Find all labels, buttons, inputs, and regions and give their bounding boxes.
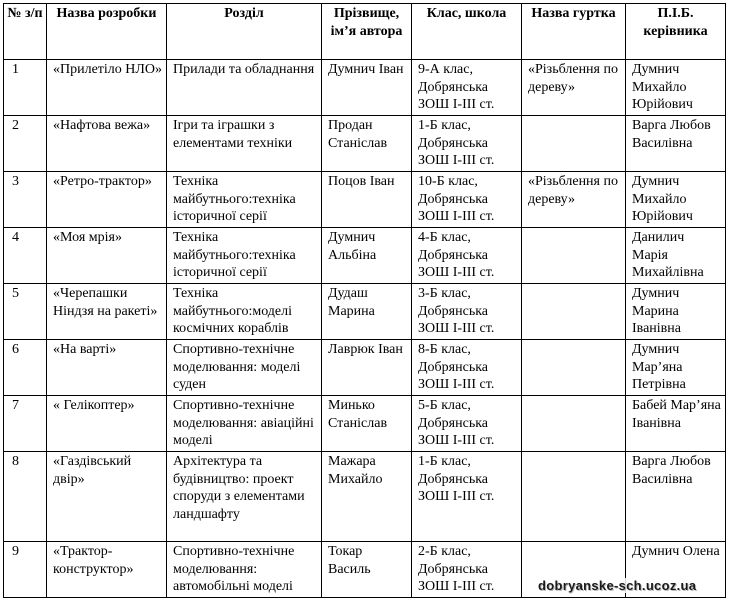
cell-class: 1-Б клас, Добрянська ЗОШ І-ІІІ ст.	[412, 452, 522, 542]
table-row	[4, 452, 726, 542]
cell-leader: Думнич Олена	[626, 542, 726, 598]
cell-class: 5-Б клас, Добрянська ЗОШ І-ІІІ ст.	[412, 396, 522, 452]
cell-leader: Думнич Михайло Юрійович	[626, 60, 726, 116]
cell-num: 6	[4, 340, 47, 396]
table-row	[4, 116, 726, 172]
cell-leader: Данилич Марія Михайлівна	[626, 228, 726, 284]
cell-leader: Думнич Мар’яна Петрівна	[626, 340, 726, 396]
cell-class: 2-Б клас, Добрянська ЗОШ І-ІІІ ст.	[412, 542, 522, 598]
table-row	[4, 396, 726, 452]
cell-title: «Прилетіло НЛО»	[47, 60, 167, 116]
header-row	[4, 4, 726, 60]
cell-title: «Нафтова вежа»	[47, 116, 167, 172]
cell-club	[522, 340, 626, 396]
cell-author: Поцов Іван	[322, 172, 412, 228]
cell-title: «Черепашки Ніндзя на ракеті»	[47, 284, 167, 340]
cell-num: 1	[4, 60, 47, 116]
table-row	[4, 284, 726, 340]
cell-section: Архітектура та будівництво: проект споруди з елементами ландшафту	[167, 452, 322, 542]
cell-section: Ігри та іграшки з елементами техніки	[167, 116, 322, 172]
document-page	[3, 3, 726, 598]
table-row	[4, 340, 726, 396]
cell-author: Дудаш Марина	[322, 284, 412, 340]
cell-author: Токар Василь	[322, 542, 412, 598]
cell-section: Техніка майбутнього:техніка історичної серії	[167, 228, 322, 284]
cell-num: 2	[4, 116, 47, 172]
cell-club	[522, 284, 626, 340]
cell-title: «Моя мрія»	[47, 228, 167, 284]
cell-num: 4	[4, 228, 47, 284]
cell-author: Думнич Іван	[322, 60, 412, 116]
cell-club	[522, 228, 626, 284]
header-section: Розділ	[167, 4, 322, 60]
header-author: Прізвище, ім’я автора	[322, 4, 412, 60]
cell-section: Спортивно-технічне моделювання: автомобільні моделі	[167, 542, 322, 598]
cell-club	[522, 452, 626, 542]
cell-leader: Бабей Мар’яна Іванівна	[626, 396, 726, 452]
cell-leader: Варга Любов Василівна	[626, 452, 726, 542]
table-row	[4, 172, 726, 228]
cell-class: 10-Б клас, Добрянська ЗОШ І-ІІІ ст.	[412, 172, 522, 228]
cell-section: Спортивно-технічне моделювання: моделі суден	[167, 340, 322, 396]
cell-club	[522, 116, 626, 172]
cell-author: Мажара Михайло	[322, 452, 412, 542]
cell-author: Лаврюк Іван	[322, 340, 412, 396]
cell-leader: Думнич Михайло Юрійович	[626, 172, 726, 228]
cell-num: 9	[4, 542, 47, 598]
header-num: № з/п	[4, 4, 47, 60]
cell-num: 7	[4, 396, 47, 452]
cell-leader: Варга Любов Василівна	[626, 116, 726, 172]
cell-num: 8	[4, 452, 47, 542]
table-row	[4, 60, 726, 116]
header-leader: П.І.Б. керівника	[626, 4, 726, 60]
cell-class: 9-А клас, Добрянська ЗОШ І-ІІІ ст.	[412, 60, 522, 116]
cell-title: « Гелікоптер»	[47, 396, 167, 452]
cell-author: Продан Станіслав	[322, 116, 412, 172]
table-row	[4, 228, 726, 284]
cell-author: Думнич Альбіна	[322, 228, 412, 284]
cell-title: «Ретро-трактор»	[47, 172, 167, 228]
competition-entries-table	[3, 3, 726, 598]
cell-class: 8-Б клас, Добрянська ЗОШ І-ІІІ ст.	[412, 340, 522, 396]
header-club: Назва гуртка	[522, 4, 626, 60]
cell-title: «Газдівський двір»	[47, 452, 167, 542]
header-class: Клас, школа	[412, 4, 522, 60]
cell-club: «Різьблення по дереву»	[522, 60, 626, 116]
cell-leader: Думнич Марина Іванівна	[626, 284, 726, 340]
cell-section: Техніка майбутнього:моделі космічних кораблів	[167, 284, 322, 340]
cell-section: Спортивно-технічне моделювання: авіаційні моделі	[167, 396, 322, 452]
cell-class: 4-Б клас, Добрянська ЗОШ І-ІІІ ст.	[412, 228, 522, 284]
cell-club	[522, 396, 626, 452]
cell-class: 3-Б клас, Добрянська ЗОШ І-ІІІ ст.	[412, 284, 522, 340]
cell-author: Минько Станіслав	[322, 396, 412, 452]
cell-num: 3	[4, 172, 47, 228]
cell-club: «Різьблення по дереву»	[522, 172, 626, 228]
site-watermark: dobryanske-sch.ucoz.ua	[535, 578, 699, 593]
cell-section: Прилади та обладнання	[167, 60, 322, 116]
cell-num: 5	[4, 284, 47, 340]
cell-title: «На варті»	[47, 340, 167, 396]
cell-class: 1-Б клас, Добрянська ЗОШ І-ІІІ ст.	[412, 116, 522, 172]
cell-section: Техніка майбутнього:техніка історичної серії	[167, 172, 322, 228]
cell-title: «Трактор-конструктор»	[47, 542, 167, 598]
header-title: Назва розробки	[47, 4, 167, 60]
